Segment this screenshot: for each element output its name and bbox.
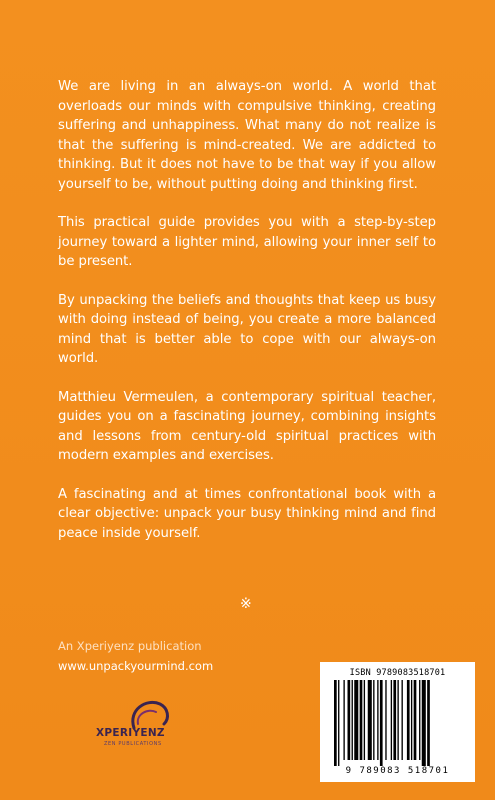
blurb-paragraph: This practical guide provides you with a step-by-step journey toward a lighter mind, allowing your inner self to be present. bbox=[58, 215, 436, 269]
publisher-info bbox=[58, 636, 213, 676]
barcode-icon bbox=[334, 680, 464, 766]
barcode-bar bbox=[402, 680, 403, 760]
barcode-bar bbox=[407, 680, 410, 760]
barcode-bar bbox=[414, 680, 417, 760]
barcode-bar bbox=[352, 680, 353, 760]
barcode-bar bbox=[338, 680, 339, 766]
website-link: www.unpackyourmind.com bbox=[58, 659, 214, 673]
barcode-bar bbox=[368, 680, 372, 760]
barcode-bar bbox=[360, 680, 363, 760]
barcode-bar bbox=[411, 680, 412, 760]
divider-ornament: ※ bbox=[240, 596, 252, 612]
blurb-paragraph: By unpacking the beliefs and thoughts that keep us busy with doing instead of being, you create a more balanced mind that is better able to cope with our always-on world. bbox=[58, 292, 436, 366]
barcode-bar bbox=[364, 680, 365, 760]
blurb-paragraph: A fascinating and at times confrontational book with a clear objective: unpack your busy thinking mind and find peace inside yourself. bbox=[58, 486, 436, 541]
barcode-bar bbox=[397, 680, 398, 760]
barcode-bar bbox=[373, 680, 374, 760]
barcode-bar bbox=[343, 680, 344, 760]
logo-name: XPERIYENZ bbox=[96, 727, 165, 739]
barcode-bar bbox=[391, 680, 392, 760]
isbn-label: ISBN 9789083518701 bbox=[349, 668, 446, 678]
barcode-bar bbox=[385, 680, 386, 760]
barcode-bar bbox=[354, 680, 358, 760]
barcode-bar bbox=[419, 680, 420, 760]
blurb-paragraph: Matthieu Vermeulen, a contemporary spiritual teacher, guides you on a fascinating journey, combining insights and lessons from century-old spiritual practices with modern examples and exercises. bbox=[58, 389, 436, 463]
barcode-bar bbox=[393, 680, 396, 760]
barcode-bar bbox=[380, 680, 383, 766]
barcode-panel bbox=[320, 662, 475, 782]
barcode-bar bbox=[334, 680, 337, 766]
blurb-paragraph: We are living in an always-on world. A world that overloads our minds with compulsive thinking, creating suffering and unhappiness. What many do not realize is that the suffering is mind-created. We are addicted to thinking. But it does not have to be that way if you allow yourself to be, without putting doing and thinking first. bbox=[58, 79, 436, 192]
blurb-text bbox=[58, 77, 436, 562]
barcode-bar bbox=[348, 680, 351, 760]
logo-subtitle: ZEN PUBLICATIONS bbox=[104, 741, 162, 747]
barcode-bar bbox=[422, 680, 426, 766]
barcode-bar bbox=[377, 680, 378, 760]
publisher-line: An Xperiyenz publication bbox=[58, 639, 202, 653]
barcode-bar bbox=[427, 680, 430, 766]
isbn-digits: 9 789083 518701 bbox=[345, 766, 450, 776]
